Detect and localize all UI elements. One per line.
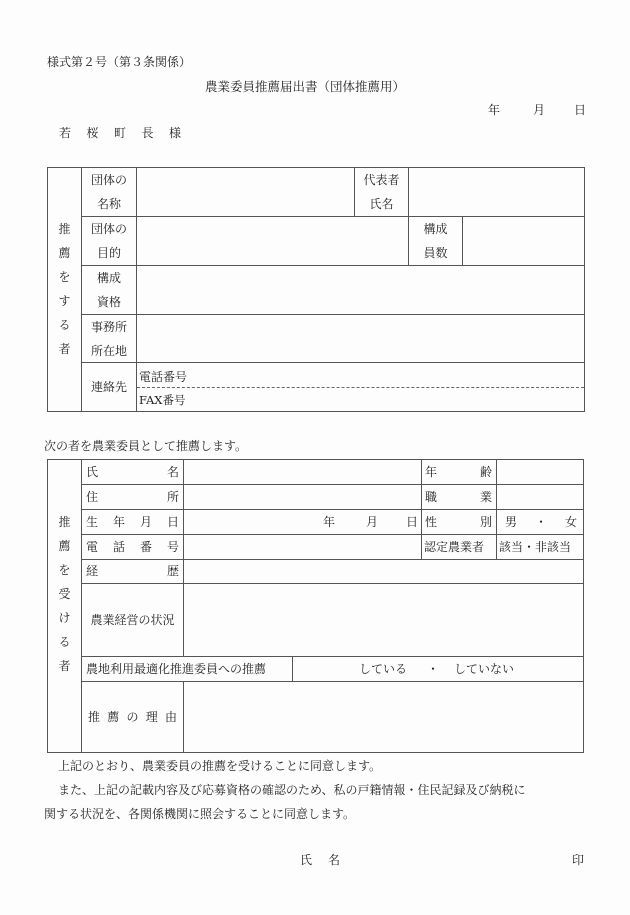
signature-name-label: 氏 名 — [300, 853, 340, 867]
sex-label: 性 別 — [425, 515, 492, 529]
date-day-unit: 日 — [574, 103, 587, 117]
org-purpose-field[interactable] — [137, 217, 408, 265]
age-field[interactable] — [497, 460, 583, 484]
intro-text: 次の者を農業委員として推薦します。 — [44, 439, 248, 453]
birthdate-field[interactable] — [184, 510, 421, 534]
farm-status-field[interactable] — [184, 584, 583, 656]
name-field[interactable] — [184, 460, 421, 484]
date-month-unit: 月 — [533, 103, 546, 117]
table-border-line — [81, 656, 584, 657]
optimization-option-no[interactable]: していない — [454, 662, 515, 676]
table-border-line — [421, 459, 422, 559]
certified-farmer-label: 認定農業者 — [424, 540, 485, 554]
history-field[interactable] — [184, 560, 583, 583]
name-label: 氏 名 — [86, 465, 179, 479]
birth-year-unit: 年 — [323, 515, 336, 529]
reason-label: 推 薦 の 理 由 — [88, 710, 177, 724]
consent-line-3: 関する状況を、各関係機関に照会することに同意します。 — [44, 807, 356, 821]
history-label: 経 歴 — [86, 564, 179, 578]
optimization-committee-label: 農地利用最適化推進委員への推薦 — [86, 662, 267, 676]
representative-label: 代表者 氏名 — [363, 173, 400, 211]
office-label: 事務所 所在地 — [90, 319, 127, 358]
phone-label: 電話番号 — [139, 370, 188, 384]
date-year-unit: 年 — [488, 103, 501, 117]
table-border-line — [292, 656, 293, 681]
sex-options[interactable]: 男 ・ 女 — [505, 515, 577, 529]
table-border-line — [81, 459, 82, 753]
table-border-line — [584, 167, 585, 412]
recommender-side-label: 推 薦 を す る 者 — [58, 222, 71, 356]
table-border-line — [137, 387, 584, 388]
fax-field[interactable] — [200, 389, 584, 410]
org-name-field[interactable] — [137, 168, 354, 216]
address-label: 住 所 — [86, 490, 179, 504]
phone-field[interactable] — [200, 364, 584, 386]
optimization-option-yes[interactable]: している — [359, 662, 408, 676]
consent-line-1: 上記のとおり、農業委員の推薦を受けることに同意します。 — [58, 759, 382, 773]
farm-status-label: 農業経営の状況 — [90, 613, 175, 627]
birth-month-unit: 月 — [366, 515, 379, 529]
job-field[interactable] — [497, 485, 583, 509]
job-label: 職 業 — [425, 490, 492, 504]
reason-field[interactable] — [184, 682, 583, 752]
table-border-line — [81, 362, 585, 363]
members-field[interactable] — [463, 217, 584, 265]
form-number: 様式第２号（第３条関係） — [47, 55, 192, 69]
address-field[interactable] — [184, 485, 421, 509]
candidate-phone-field[interactable] — [184, 535, 421, 559]
birthdate-label: 生 年 月 日 — [86, 515, 179, 529]
table-border-line — [583, 459, 584, 753]
candidate-side-label: 推 薦 を 受 け る 者 — [58, 515, 71, 673]
birth-day-unit: 日 — [406, 515, 419, 529]
fax-label: FAX番号 — [139, 393, 186, 407]
table-border-line — [47, 752, 584, 753]
representative-field[interactable] — [409, 168, 584, 216]
qualification-label: 構成 資格 — [96, 271, 121, 309]
page-title: 農業委員推薦届出書（団体推薦用） — [205, 79, 406, 94]
contact-label: 連絡先 — [90, 380, 127, 394]
org-purpose-label: 団体の 目的 — [90, 222, 127, 260]
signature-name-field[interactable] — [345, 848, 565, 870]
org-name-label: 団体の 名称 — [90, 173, 127, 211]
seal-mark: 印 — [572, 853, 585, 867]
qualification-field[interactable] — [137, 266, 584, 314]
candidate-phone-label: 電 話 番 号 — [86, 540, 179, 554]
consent-line-2: また、上記の記載内容及び応募資格の確認のため、私の戸籍情報・住民記録及び納税に — [58, 783, 526, 797]
optimization-option-separator: ・ — [427, 662, 440, 676]
members-label: 構成 員数 — [423, 222, 448, 260]
office-field[interactable] — [137, 315, 584, 362]
sex-option-female[interactable]: 女 — [564, 515, 577, 529]
certified-farmer-options[interactable]: 該当・非該当 — [499, 540, 572, 554]
age-label: 年 齢 — [425, 465, 492, 479]
addressee: 若 桜 町 長 様 — [59, 126, 181, 140]
table-border-line — [47, 411, 585, 412]
sex-option-male[interactable]: 男 — [505, 515, 518, 529]
